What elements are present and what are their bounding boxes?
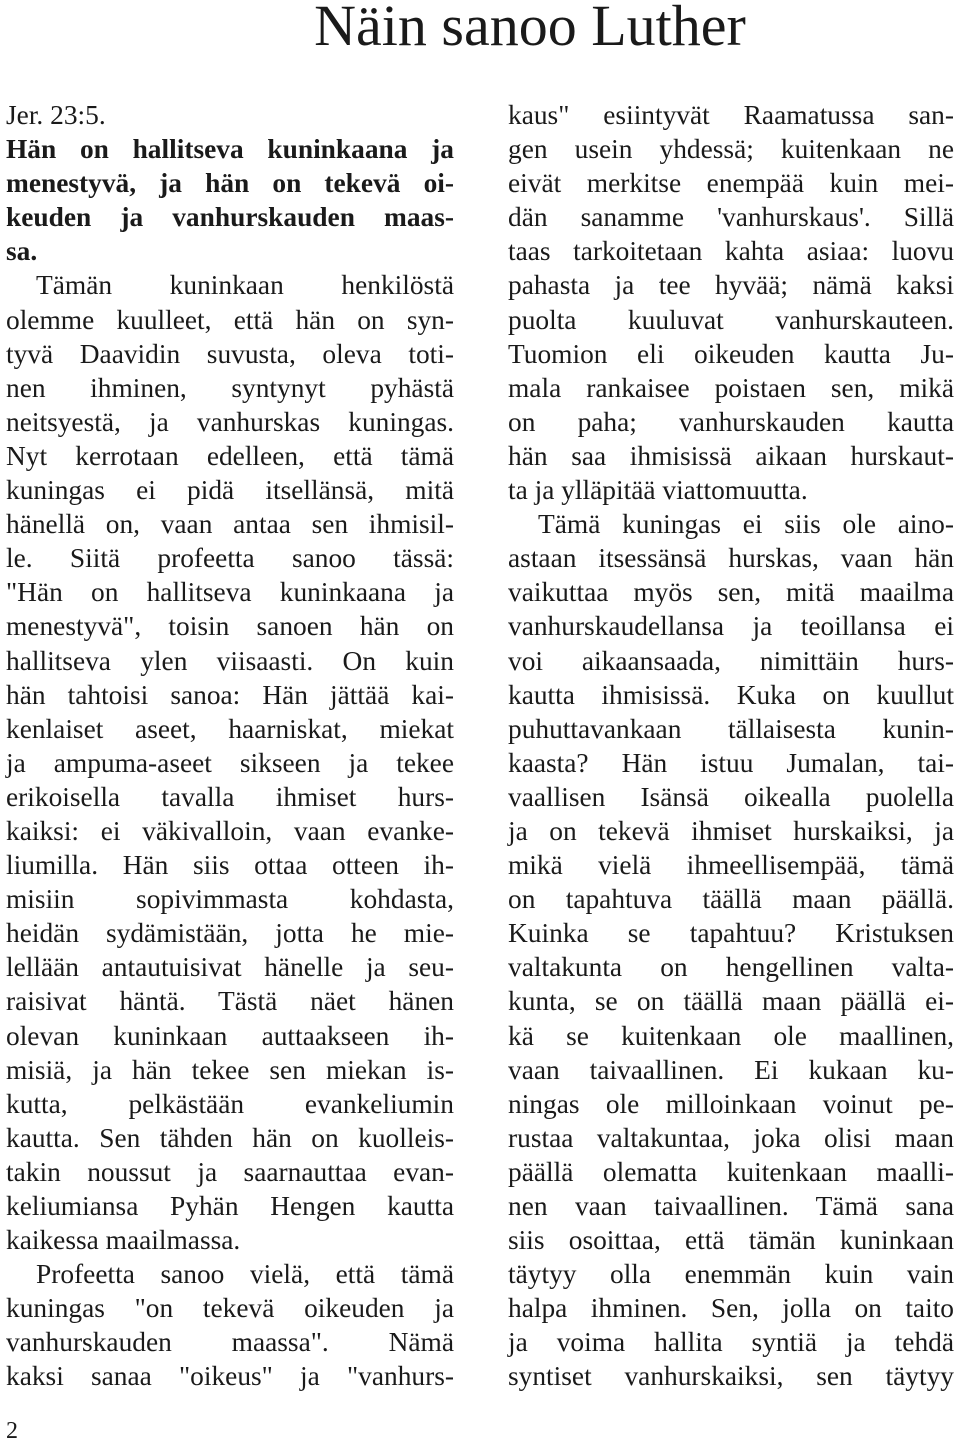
text-line: Tuomion eli oikeuden kautta Ju- xyxy=(508,338,954,369)
text-line: hänellä on, vaan antaa sen ihmisil- xyxy=(6,509,454,540)
text-line: halpa ihminen. Sen, jolla on taito xyxy=(508,1293,954,1324)
text-line: Hän on hallitseva kuninkaana ja xyxy=(6,134,454,165)
text-line: kenlaiset aseet, haarniskat, miekat xyxy=(6,713,454,744)
text-line: puhuttavankaan tällaisesta kunin- xyxy=(508,713,954,744)
text-line: heidän sydämistään, jotta he mie- xyxy=(6,918,454,949)
text-line: vaikuttaa myös sen, mitä maailma xyxy=(508,577,954,608)
text-line: kautta ihmisissä. Kuka on kuullut xyxy=(508,679,954,710)
text-line: kuningas "on tekevä oikeuden ja xyxy=(6,1293,454,1324)
left-column xyxy=(6,98,454,1394)
text-line: täytyy olla enemmän kuin vain xyxy=(508,1259,954,1290)
text-line: Kuinka se tapahtuu? Kristuksen xyxy=(508,918,954,949)
text-line: liumilla. Hän siis ottaa otteen ih- xyxy=(6,850,454,881)
text-line: tyvä Daavidin suvusta, oleva toti- xyxy=(6,338,454,369)
text-line: vaan taivaallinen. Ei kukaan ku- xyxy=(508,1054,954,1085)
text-line: taas tarkoitetaan kahta asiaa: luovu xyxy=(508,236,954,267)
text-line: takin noussut ja saarnauttaa evan- xyxy=(6,1156,454,1187)
text-line: ja ampuma-aseet sikseen ja tekee xyxy=(6,747,454,778)
text-line: valtakunta on hengellinen valta- xyxy=(508,952,954,983)
text-line: kuningas ei pidä itsellänsä, mitä xyxy=(6,475,454,506)
text-line: mikä vielä ihmeellisempää, tämä xyxy=(508,850,954,881)
text-line: erikoisella tavalla ihmiset hurs- xyxy=(6,781,454,812)
text-line: nen vaan taivaallinen. Tämä sana xyxy=(508,1191,954,1221)
text-line: olemme kuulleet, että hän on syn- xyxy=(6,304,454,335)
text-line: hän saa ihmisissä aikaan hurskaut- xyxy=(508,440,954,471)
text-line: Profeetta sanoo vielä, että tämä xyxy=(36,1259,454,1290)
text-line: kunta, se on täällä maan päällä ei- xyxy=(508,986,954,1017)
text-line: ta ja ylläpitää viattomuutta. xyxy=(508,475,808,506)
text-line: Tämän kuninkaan henkilöstä xyxy=(36,270,454,301)
text-line: "Hän on hallitseva kuninkaana ja xyxy=(6,577,454,608)
text-line: kaus" esiintyvät Raamatussa san- xyxy=(508,100,954,130)
text-line: kä se kuitenkaan ole maallinen, xyxy=(508,1020,954,1051)
text-line: olevan kuninkaan auttaakseen ih- xyxy=(6,1020,454,1051)
text-line: ningas ole milloinkaan voinut pe- xyxy=(508,1088,954,1119)
text-line: kaksi sanaa "oikeus" ja "vanhurs- xyxy=(6,1361,454,1392)
text-line: kautta. Sen tähden hän on kuolleis- xyxy=(6,1122,454,1153)
text-line: ja voima hallita syntiä ja tehdä xyxy=(508,1327,954,1358)
text-line: syntiset vanhurskaiksi, sen täytyy xyxy=(508,1361,954,1392)
text-line: keuden ja vanhurskauden maas- xyxy=(6,202,454,233)
text-line: rustaa valtakuntaa, joka olisi maan xyxy=(508,1122,954,1153)
text-line: keliumiansa Pyhän Hengen kautta xyxy=(6,1191,454,1221)
text-line: ja on tekevä ihmiset hurskaiksi, ja xyxy=(508,815,954,846)
text-line: raisivat häntä. Tästä näet hänen xyxy=(6,986,454,1017)
text-line: on paha; vanhurskauden kautta xyxy=(508,406,954,437)
text-line: päällä olematta kuitenkaan maalli- xyxy=(508,1156,954,1187)
text-line: kutta, pelkästään evankeliumin xyxy=(6,1088,454,1119)
text-line: vaallisen Isänsä oikealla puolella xyxy=(508,781,954,812)
text-line: kaasta? Hän istuu Jumalan, tai- xyxy=(508,747,954,778)
text-line: kaiksi: ei väkivalloin, vaan evanke- xyxy=(6,815,454,846)
text-line: misiä, ja hän tekee sen miekan is- xyxy=(6,1054,454,1085)
text-line: hän tahtoisi sanoa: Hän jättää kai- xyxy=(6,679,454,710)
text-line: voi aikaansaada, nimittäin hurs- xyxy=(508,645,954,676)
text-line: Jer. 23:5. xyxy=(6,100,106,130)
text-line: hallitseva ylen viisaasti. On kuin xyxy=(6,645,454,676)
text-line: sa. xyxy=(6,236,38,267)
text-line: dän sanamme 'vanhurskaus'. Sillä xyxy=(508,202,954,233)
text-line: Nyt kerrotaan edelleen, että tämä xyxy=(6,440,454,471)
text-line: eivät merkitse enempää kuin mei- xyxy=(508,168,954,199)
text-line: misiin sopivimmasta kohdasta, xyxy=(6,884,454,915)
text-line: on tapahtuva täällä maan päällä. xyxy=(508,884,954,915)
text-line: gen usein yhdessä; kuitenkaan ne xyxy=(508,134,954,165)
text-line: mala rankaisee poistaen sen, mikä xyxy=(508,372,954,403)
text-line: neitsyestä, ja vanhurskas kuningas. xyxy=(6,406,454,437)
text-line: menestyvä", toisin sanoen hän on xyxy=(6,611,454,642)
page-title: Näin sanoo Luther xyxy=(314,0,746,58)
text-line: le. Siitä profeetta sanoo tässä: xyxy=(6,543,454,574)
text-line: puolta kuuluvat vanhurskauteen. xyxy=(508,304,954,335)
text-line: lellään antautuisivat hänelle ja seu- xyxy=(6,952,454,983)
text-line: menestyvä, ja hän on tekevä oi- xyxy=(6,168,454,199)
text-line: Tämä kuningas ei siis ole aino- xyxy=(538,509,954,540)
right-column xyxy=(508,98,954,1394)
text-line: nen ihminen, syntynyt pyhästä xyxy=(6,372,454,403)
text-line: pahasta ja tee hyvää; nämä kaksi xyxy=(508,270,954,301)
text-line: vanhurskaudellansa ja teoillansa ei xyxy=(508,611,954,642)
page-number: 2 xyxy=(6,1418,18,1444)
text-line: kaikessa maailmassa. xyxy=(6,1225,241,1256)
text-line: vanhurskauden maassa". Nämä xyxy=(6,1327,454,1358)
text-line: astaan itsessänsä hurskas, vaan hän xyxy=(508,543,954,574)
text-line: siis osoittaa, että tämän kuninkaan xyxy=(508,1225,954,1256)
